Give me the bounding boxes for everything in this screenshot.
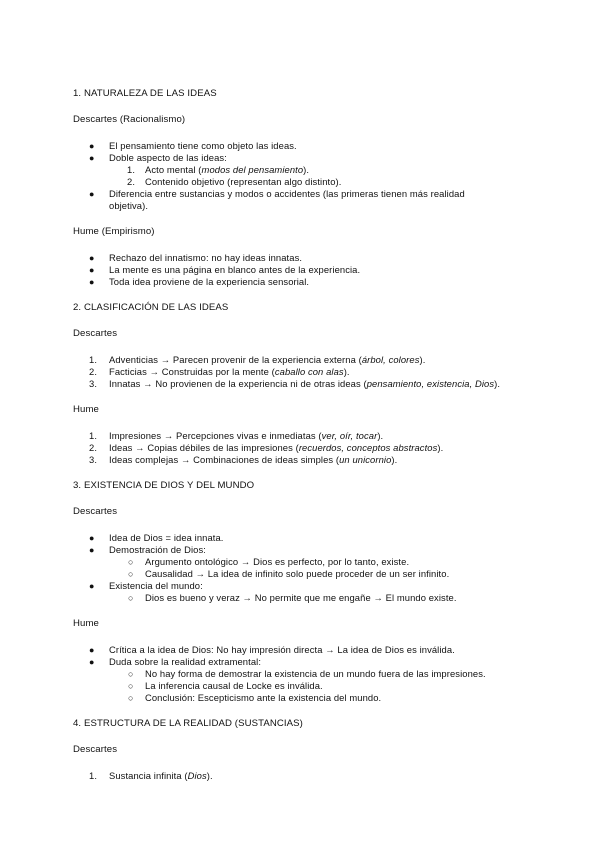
s2-descartes-list [73,354,540,390]
list-item: ● Rechazo del innatismo: no hay ideas innatas. [89,252,303,263]
list-item: 2. Ideas → Copias débiles de las impresiones (recuerdos, conceptos abstractos). [89,442,444,453]
list-subitem: ○ Argumento ontológico → Dios es perfecto, por lo tanto, existe. [128,556,410,567]
list-subitem: ○ Dios es bueno y veraz → No permite que me engañe → El mundo existe. [128,592,457,603]
s3-hume-list [73,644,540,704]
s1-descartes-list [73,140,540,212]
list-item: ● Existencia del mundo: [89,580,203,591]
list-item: 1. Adventicias → Parecen provenir de la experiencia externa (árbol, colores). [89,354,426,365]
list-subitem: 1. Acto mental (modos del pensamiento). [127,164,310,175]
circle-marker: ○ [128,669,134,679]
list-item: ● Demostración de Dios: [89,544,206,555]
bullet-marker: ● [89,141,95,151]
list-item: 3. Innatas → No provienen de la experiencia ni de otras ideas (pensamiento, existencia, Dios). [89,378,501,389]
bullet-marker: ● [89,189,95,199]
list-item: ● Toda idea proviene de la experiencia sensorial. [89,276,310,287]
list-item: ● El pensamiento tiene como objeto las ideas. [89,140,297,151]
circle-marker: ○ [128,557,134,567]
circle-marker: ○ [128,693,134,703]
list-item: ● Crítica a la idea de Dios: No hay impresión directa → La idea de Dios es inválida. [89,644,455,655]
s1-hume-heading: Hume (Empirismo) [73,226,155,237]
bullet-marker: ● [89,545,95,555]
bullet-marker: ● [89,657,95,667]
list-subitem: ○ La inferencia causal de Locke es inválida. [128,680,323,691]
section-1-title: 1. NATURALEZA DE LAS IDEAS [73,88,217,99]
bullet-marker: ● [89,645,95,655]
section-2-title: 2. CLASIFICACIÓN DE LAS IDEAS [73,302,229,313]
list-item: ● La mente es una página en blanco antes de la experiencia. [89,264,361,275]
bullet-marker: ● [89,253,95,263]
bullet-marker: ● [89,533,95,543]
bullet-marker: ● [89,277,95,287]
circle-marker: ○ [128,681,134,691]
section-3-title: 3. EXISTENCIA DE DIOS Y DEL MUNDO [73,480,255,491]
s1-hume-list [73,252,540,288]
s2-descartes-heading: Descartes [73,328,118,339]
s1-descartes-heading: Descartes (Racionalismo) [73,114,186,125]
list-item: ● Idea de Dios = idea innata. [89,532,224,543]
list-item: 2. Facticias → Construidas por la mente (caballo con alas). [89,366,350,377]
bullet-marker: ● [89,581,95,591]
s3-hume-heading: Hume [73,618,99,629]
bullet-marker: ● [89,265,95,275]
s3-descartes-list [73,532,540,604]
list-item: ● Duda sobre la realidad extramental: [89,656,262,667]
bullet-marker: ● [89,153,95,163]
s4-descartes-list [73,770,540,782]
list-item: ● Diferencia entre sustancias y modos o accidentes (las primeras tienen más realidad objetiva). [89,188,465,211]
list-subitem: ○ No hay forma de demostrar la existencia de un mundo fuera de las impresiones. [128,668,486,679]
circle-marker: ○ [128,593,134,603]
s4-descartes-heading: Descartes [73,744,118,755]
list-item: 1. Sustancia infinita (Dios). [89,770,213,781]
s2-hume-heading: Hume [73,404,99,415]
section-4-title: 4. ESTRUCTURA DE LA REALIDAD (SUSTANCIAS) [73,718,303,729]
s3-descartes-heading: Descartes [73,506,118,517]
list-subitem: ○ Conclusión: Escepticismo ante la existencia del mundo. [128,692,382,703]
list-subitem: 2. Contenido objetivo (representan algo distinto). [127,176,342,187]
list-item: 1. Impresiones → Percepciones vivas e inmediatas (ver, oír, tocar). [89,430,384,441]
circle-marker: ○ [128,569,134,579]
list-item: ● Doble aspecto de las ideas: [89,152,227,163]
s2-hume-list [73,430,540,466]
list-subitem: ○ Causalidad → La idea de infinito solo puede proceder de un ser infinito. [128,568,450,579]
list-item: 3. Ideas complejas → Combinaciones de ideas simples (un unicornio). [89,454,398,465]
